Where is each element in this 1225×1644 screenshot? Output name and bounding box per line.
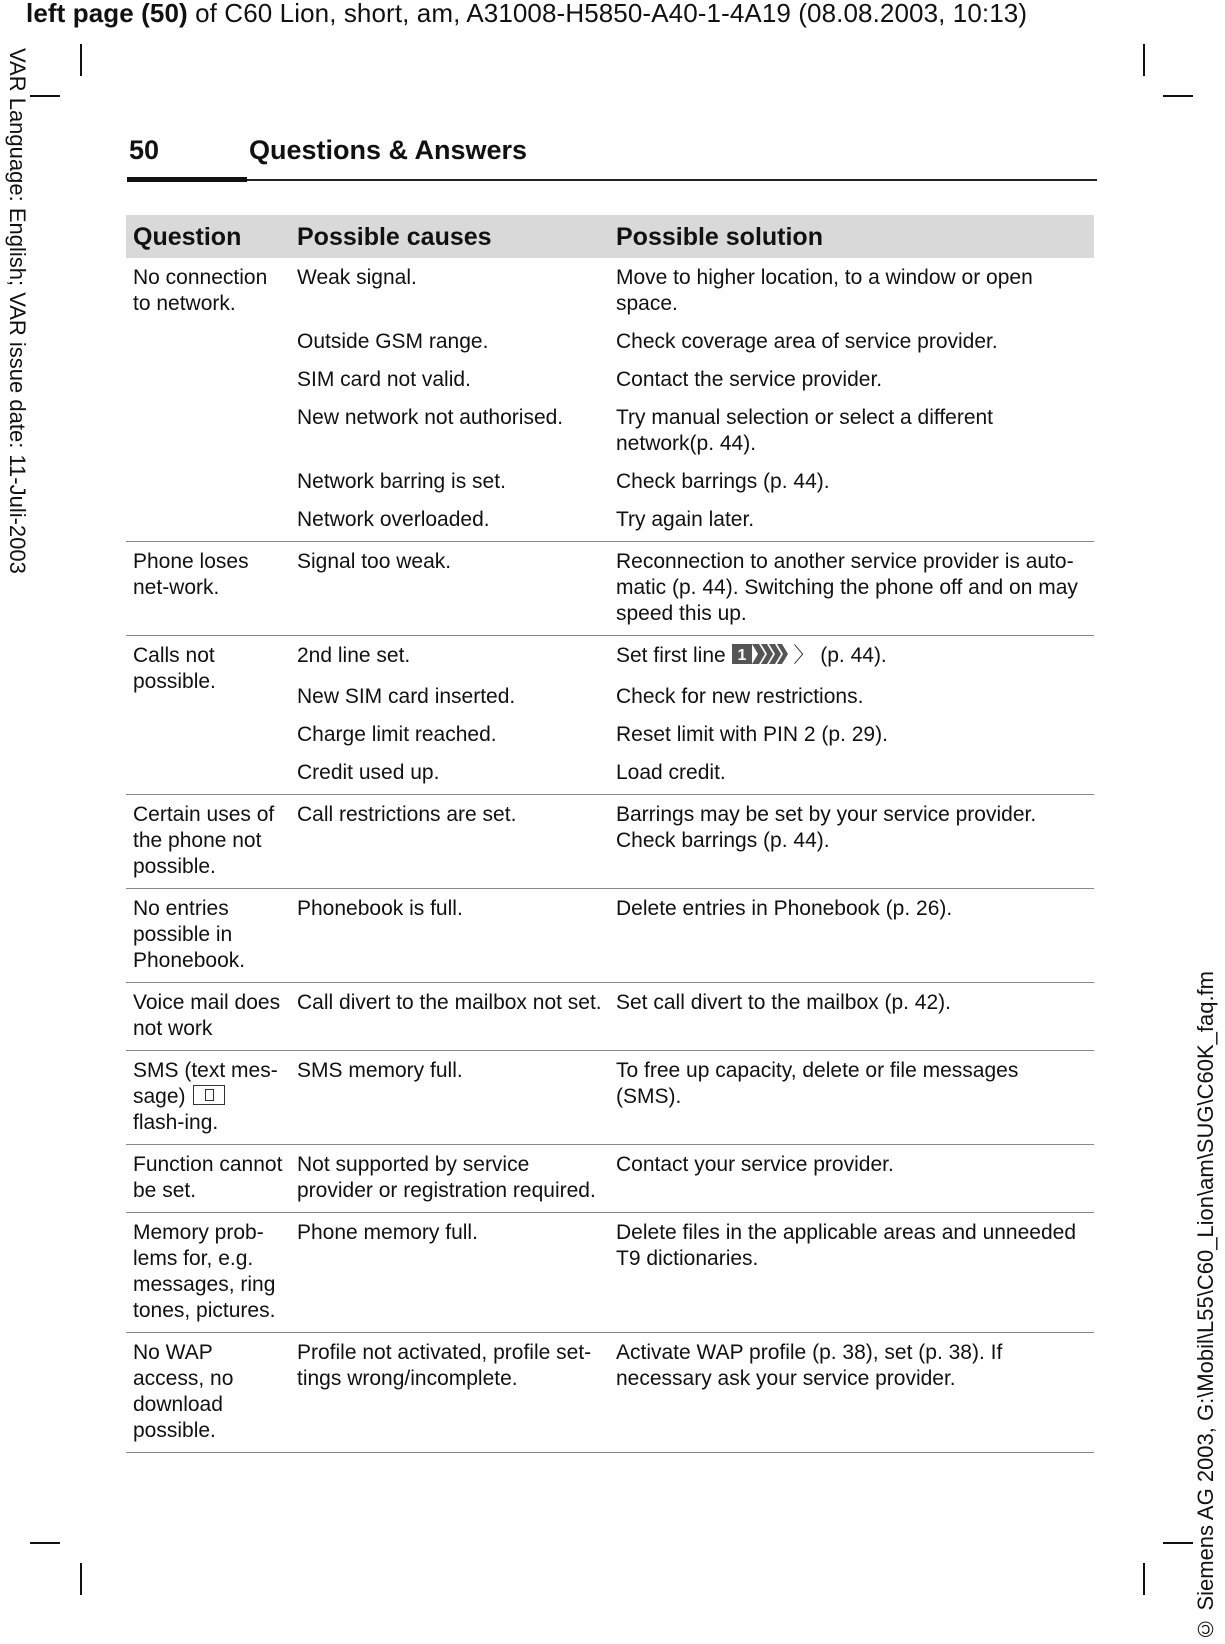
solution-cell: Try manual selection or select a different network(p. 44). [616,406,994,455]
solution-cell: Check coverage area of service provider. [616,330,998,353]
crop-mark [30,95,60,97]
solution-cell: Set call divert to the mailbox (p. 42). [609,983,1094,1051]
cause-cell: SIM card not valid. [297,368,471,391]
cause-cell: SMS memory full. [290,1051,609,1145]
section-title: Questions & Answers [249,135,528,165]
question-cell: Memory prob-lems for, e.g. messages, ring tones, pictures. [126,1213,290,1333]
solution-cell: Delete entries in Phonebook (p. 26). [609,889,1094,983]
cause-cell: Phonebook is full. [290,889,609,983]
table-row [126,983,1094,1051]
solution-cell: Delete files in the applicable areas and unneeded T9 dictionaries. [609,1213,1094,1333]
crop-mark [1163,95,1193,97]
solution-cell: Check barrings (p. 44). [616,470,830,493]
table-row [126,258,1094,323]
question-cell: No connection to network. [126,258,290,542]
cause-cell: Network barring is set. [297,470,506,493]
cause-cell: Signal too weak. [290,542,609,636]
solution-cell: Check for new restrictions. [616,685,864,708]
cause-cell: Weak signal. [297,266,417,289]
svg-text:1: 1 [737,647,747,664]
solution-text: 〉 (p. 44). [793,644,887,667]
table-row [126,795,1094,889]
question-cell: Calls not possible. [126,636,290,795]
crop-mark [80,44,82,76]
table-row [126,1145,1094,1213]
solution-cell: Barrings may be set by your service provider. Check barrings (p. 44). [609,795,1094,889]
solution-cell: Load credit. [609,754,1094,795]
header-rule-accent [127,177,247,182]
solution-cell: Reset limit with PIN 2 (p. 29). [616,723,888,746]
cause-cell: Charge limit reached. [297,723,497,746]
solution-text: Set first line [616,644,726,667]
cause-cell: Profile not activated, profile set-tings wrong/incomplete. [290,1333,609,1453]
table-row [126,1333,1094,1453]
crop-mark [1143,44,1145,76]
cause-cell: Outside GSM range. [297,330,489,353]
line-1-icon [732,643,788,672]
table-header-row [126,215,1094,258]
cause-cell: Call divert to the mailbox not set. [290,983,609,1051]
table-row [126,1213,1094,1333]
column-header-question: Question [126,215,290,258]
question-cell [126,1051,290,1145]
cause-cell: Not supported by service provider or registration required. [290,1145,609,1213]
crop-mark [1143,1563,1145,1595]
solution-cell: Try again later. [609,501,1094,542]
question-cell: No WAP access, no download possible. [126,1333,290,1453]
cause-cell: Credit used up. [290,754,609,795]
cause-cell: Call restrictions are set. [290,795,609,889]
print-info-bold: left page (50) [26,0,188,28]
print-info-line [26,0,1027,29]
issue-date-sidebar: VAR Language: English; VAR issue date: 11-Juli-2003 [5,48,30,574]
table-row [126,889,1094,983]
question-cell: Certain uses of the phone not possible. [126,795,290,889]
crop-mark [1163,1542,1193,1544]
print-info-rest: of C60 Lion, short, am, A31008-H5850-A40-1-4A19 (08.08.2003, 10:13) [187,0,1028,28]
cause-cell: Phone memory full. [290,1213,609,1333]
question-text: SMS (text mes-sage) [133,1059,278,1108]
table-row [126,636,1094,679]
header-rule [127,179,1097,181]
question-cell: Voice mail does not work [126,983,290,1051]
sms-icon [193,1085,225,1105]
cause-cell: Network overloaded. [290,501,609,542]
column-header-solution: Possible solution [609,215,1094,258]
copyright-sidebar: © Siemens AG 2003, G:\Mobil\L55\C60_Lion\am\SUG\C60K_faq.fm [1193,971,1218,1642]
solution-cell: Contact the service provider. [616,368,883,391]
question-cell: No entries possible in Phonebook. [126,889,290,983]
page-header [127,135,1097,183]
cause-cell: New network not authorised. [297,406,564,429]
table-row [126,542,1094,636]
solution-cell: Activate WAP profile (p. 38), set (p. 38). If necessary ask your service provider. [609,1333,1094,1453]
solution-cell: To free up capacity, delete or file messages (SMS). [609,1051,1094,1145]
solution-cell: Reconnection to another service provider is auto-matic (p. 44). Switching the phone off and on may speed this up. [609,542,1094,636]
cause-cell: New SIM card inserted. [297,685,516,708]
question-cell: Function cannot be set. [126,1145,290,1213]
question-text: flash-ing. [133,1111,219,1134]
solution-cell [609,636,1094,679]
column-header-causes: Possible causes [290,215,609,258]
faq-table [126,215,1094,1453]
cause-cell: 2nd line set. [297,644,411,667]
question-cell: Phone loses net-work. [126,542,290,636]
crop-mark [30,1542,60,1544]
solution-cell: Contact your service provider. [609,1145,1094,1213]
page-number: 50 [129,135,160,165]
crop-mark [80,1563,82,1595]
solution-cell: Move to higher location, to a window or open space. [616,266,1033,315]
table-row [126,1051,1094,1145]
